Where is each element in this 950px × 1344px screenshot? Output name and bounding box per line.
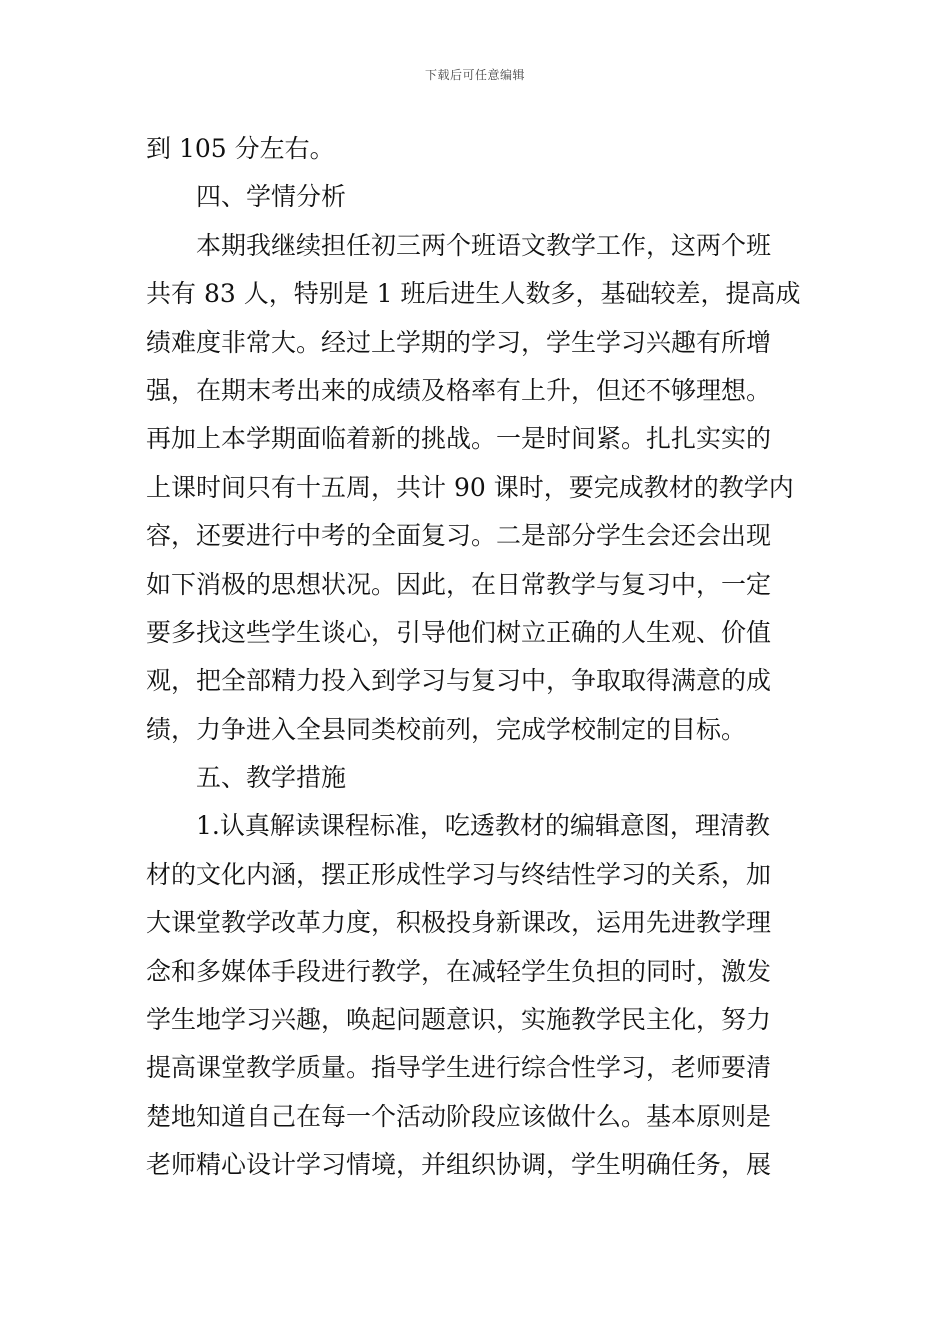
- text-line: 提高课堂教学质量。指导学生进行综合性学习，老师要清: [146, 1053, 772, 1083]
- text-line: 本期我继续担任初三两个班语文教学工作，这两个班: [196, 230, 772, 260]
- text-line: 四、学情分析: [196, 182, 347, 212]
- text-line: 如下消极的思想状况。因此，在日常教学与复习中，一定: [146, 569, 772, 599]
- text-line: 念和多媒体手段进行教学，在减轻学生负担的同时，激发: [146, 956, 772, 986]
- text-line: 上课时间只有十五周，共计 90 课时，要完成教材的教学内: [146, 472, 794, 502]
- text-line: 要多找这些学生谈心，引导他们树立正确的人生观、价值: [146, 617, 772, 647]
- text-line: 1.认真解读课程标准，吃透教材的编辑意图，理清教: [196, 811, 770, 841]
- text-line: 绩难度非常大。经过上学期的学习，学生学习兴趣有所增: [146, 327, 772, 357]
- text-line: 强，在期末考出来的成绩及格率有上升，但还不够理想。: [146, 375, 772, 405]
- document-body: [146, 125, 806, 1190]
- text-line: 大课堂教学改革力度，积极投身新课改，运用先进教学理: [146, 908, 772, 938]
- text-line: 老师精心设计学习情境，并组织协调，学生明确任务，展: [146, 1150, 772, 1180]
- text-line: 再加上本学期面临着新的挑战。一是时间紧。扎扎实实的: [146, 424, 772, 454]
- text-line: 共有 83 人，特别是 1 班后进生人数多，基础较差，提高成: [146, 279, 801, 309]
- text-line: 楚地知道自己在每一个活动阶段应该做什么。基本原则是: [146, 1101, 772, 1131]
- text-line: 五、教学措施: [196, 763, 347, 793]
- text-line: 绩，力争进入全县同类校前列，完成学校制定的目标。: [146, 714, 747, 744]
- text-line: 学生地学习兴趣，唤起问题意识，实施教学民主化，努力: [146, 1005, 772, 1035]
- page-header: 下载后可任意编辑: [424, 68, 525, 82]
- text-line: 观，把全部精力投入到学习与复习中，争取取得满意的成: [146, 666, 772, 696]
- text-line: 容，还要进行中考的全面复习。二是部分学生会还会出现: [146, 521, 772, 551]
- text-line: 到 105 分左右。: [146, 134, 335, 163]
- text-line: 材的文化内涵，摆正形成性学习与终结性学习的关系，加: [146, 859, 772, 889]
